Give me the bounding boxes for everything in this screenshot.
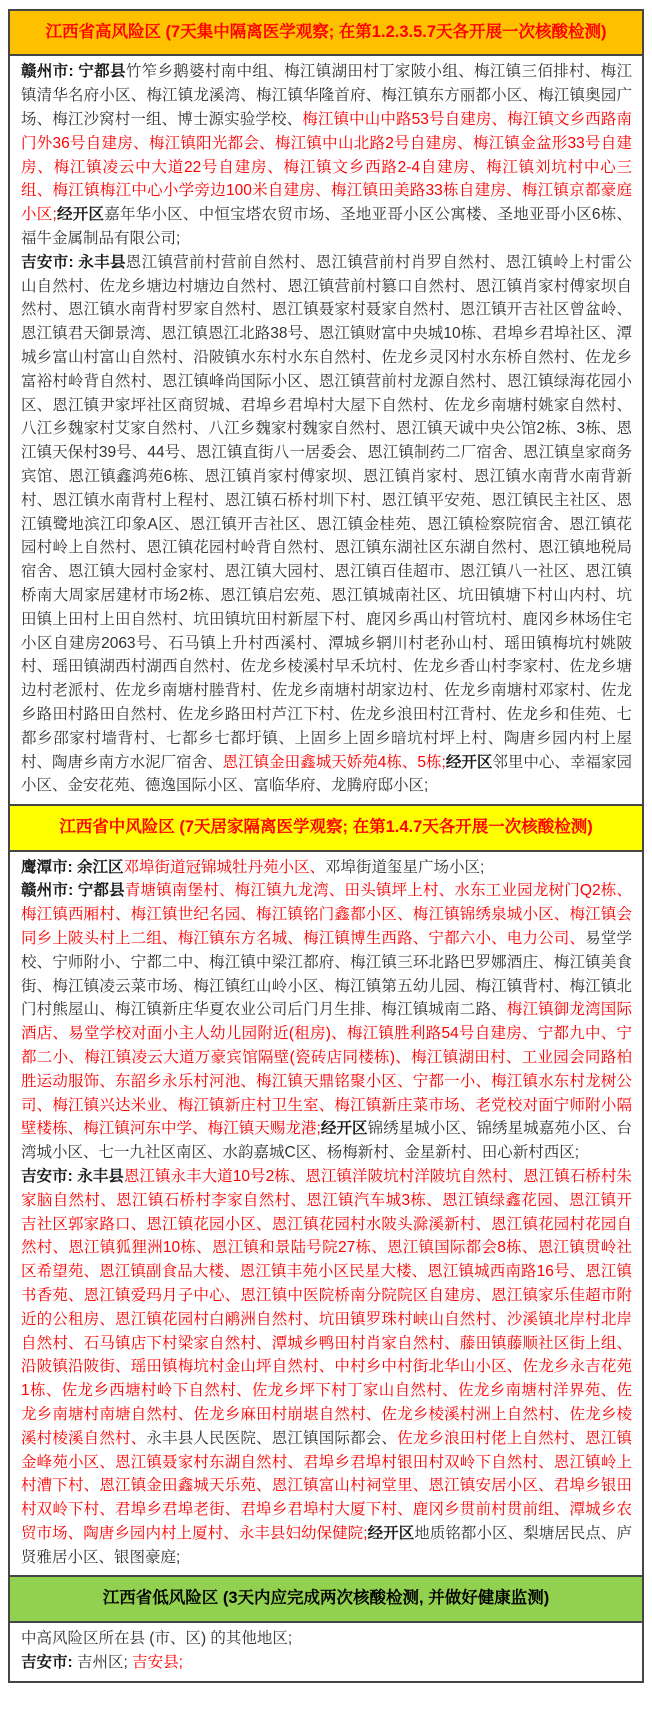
high-risk-ganzhou-paragraph [21,60,632,250]
high-risk-section-header: 江西省高风险区 (7天集中隔离医学观察; 在第1.2.3.5.7天各开展一次核酸检测) [10,11,642,56]
area-group-label: 鹰潭市: 余江区 [21,858,124,876]
risk-area-list-red: 梅江镇中山中路53号自建房、梅江镇文乡西路南门外36号自建房、梅江镇阳光都会、梅江镇中山北路2号自建房、梅江镇金盆形33号自建房、梅江镇凌云中大道22号自建房、梅江镇文乡西路2-4自建房、梅江镇刘坑村中心三组、梅江镇梅江中心小学旁边100米自建房、梅江镇田美路33栋自建房、梅江镇京都豪庭小区; [21,111,632,224]
medium-risk-ganzhou-paragraph [21,879,632,1165]
risk-area-list: 地质铭都小区、梨塘居民点、庐贤雅居小区、银图豪庭; [21,1524,632,1566]
risk-area-list: 锦绣星城小区、锦绣星城嘉苑小区、台湾城小区、七一九社区南区、水韵嘉城C区、杨梅新村、金星新村、田心新村西区; [21,1120,632,1162]
risk-area-list-red: 恩江镇永丰大道10号2栋、恩江镇洋陂坑村洋陂坑自然村、恩江镇石桥村朱家脑自然村、恩江镇石桥村李家自然村、恩江镇汽车城3栋、恩江镇绿鑫花园、恩江镇开吉社区郭家路口、恩江镇花园小区、恩江镇花园村水陂头滁溪新村、恩江镇花园村花园自然村、恩江镇狐狸洲10栋、恩江镇和景陆号院27栋、恩江镇国际都会8栋、恩江镇贯岭社区希望苑、恩江镇副食品大楼、恩江镇丰苑小区民星大楼、恩江镇城西南路16号、恩江镇书香苑、恩江镇爱玛月子中心、恩江镇中医院桥南分院院区自建房、恩江镇家乐佳超市附近的公租房、恩江镇花园村白鹇洲自然村、坑田镇罗珠村峡山自然村、沙溪镇北岸村北岸自然村、石马镇店下村梁家自然村、潭城乡鸭田村肖家自然村、藤田镇藤顺社区街上组、沿陂镇沿陂街、瑶田镇梅坑村金山坪自然村、中村乡中村街北华山小区、佐龙乡永吉花苑1栋、佐龙乡西塘村岭下自然村、佐龙乡坪下村丁家山自然村、佐龙乡南塘村洋界苑、佐龙乡南塘村南塘自然村、佐龙乡麻田村崩堪自然村、佐龙乡棱溪村洲上自然村、佐龙乡棱溪村棱溪自然村、 [21,1167,632,1447]
high-risk-jian-paragraph [21,251,632,798]
low-risk-jian-paragraph [21,1651,632,1675]
risk-area-list: 永丰县人民医院、恩江镇国际都会、 [146,1429,398,1447]
area-group-label: 经开区 [445,753,493,771]
medium-risk-section-body [10,852,642,1576]
area-group-label: 吉安市: [21,1653,73,1671]
risk-area-list: 邻里中心、幸福家园小区、金安花苑、德逸国际小区、富临华府、龙腾府邸小区; [21,753,632,795]
risk-area-list-red: 梅江镇御龙湾国际酒店、易堂学校对面小主人幼儿园附近(租房)、梅江镇胜利路54号自建房、宁都九中、宁都二小、梅江镇凌云大道万豪宾馆隔壁(瓷砖店同楼栋)、梅江镇湖田村、工业园会同路柏胜运动服饰、东韶乡永乐村河池、梅江镇天鼎铭聚小区、宁都一小、梅江镇水东村龙树公司、梅江镇兴达米业、梅江镇新庄村卫生室、梅江镇新庄菜市场、老党校对面宁师附小隔壁楼栋、梅江镇河东中学、梅江镇天赐龙港; [21,1001,632,1138]
risk-area-table [8,9,644,1683]
low-risk-section-body [10,1623,642,1681]
risk-area-list: 恩江镇营前村营前自然村、恩江镇营前村肖罗自然村、恩江镇岭上村雷公山自然村、佐龙乡塘边村塘边自然村、恩江镇营前村篡口自然村、恩江镇肖家村傅家坝自然村、恩江镇水南背村罗家自然村、恩江镇聂家村聂家自然村、恩江镇开吉社区曾盆岭、恩江镇君天御景湾、恩江镇恩江北路38号、恩江镇财富中央城10栋、君埠乡君埠社区、潭城乡富山村富山自然村、沿陂镇水东村水东自然村、佐龙乡灵冈村水东桥自然村、佐龙乡富裕村岭背自然村、恩江镇峰尚国际小区、恩江镇营前村龙源自然村、恩江镇绿海花园小区、恩江镇尹家坪社区商贸城、君埠乡君埠村大屋下自然村、佐龙乡南塘村姚家自然村、八江乡魏家村艾家自然村、八江乡魏家村魏家自然村、恩江镇天诚中央公馆2栋、3栋、恩江镇天保村39号、44号、恩江镇直街八一居委会、恩江镇制药二厂宿舍、恩江镇皇家商务宾馆、恩江镇鑫鸿苑6栋、恩江镇肖家村傅家坝、恩江镇肖家村、恩江镇水南背水南背新村、恩江镇水南背村上程村、恩江镇石桥村圳下村、恩江镇平安苑、恩江镇民主社区、恩江镇鹭地滨江印象A区、恩江镇开吉社区、恩江镇金桂苑、恩江镇检察院宿舍、恩江镇花园村岭上自然村、恩江镇花园村岭背自然村、恩江镇东湖社区东湖自然村、恩江镇地税局宿舍、恩江镇大园村金家村、恩江镇大园村、恩江镇百佳超市、恩江镇八一社区、恩江镇桥南大周家居建材市场2栋、恩江镇启宏苑、恩江镇城南社区、坑田镇塘下村山内村、坑田镇上田村上田自然村、坑田镇坑田村新屋下村、鹿冈乡禹山村管坑村、鹿冈乡林场住宅小区自建房2063号、石马镇上升村西溪村、潭城乡辋川村老孙山村、瑶田镇梅坑村姚陂村、瑶田镇湖西村湖西自然村、佐龙乡棱溪村早禾坑村、佐龙乡香山村李家村、佐龙乡塘边村老派村、佐龙乡南塘村塍背村、佐龙乡南塘村胡家边村、佐龙乡南塘村邓家村、佐龙乡路田村路田自然村、佐龙乡路田村芦江下村、佐龙乡浪田村江背村、佐龙乡和佳苑、七都乡邵家村墙背村、七都乡七都圩镇、上固乡上固乡暗坑村坪上村、陶唐乡园内村上屋村、陶唐乡南方水泥厂宿舍、 [21,253,632,771]
risk-area-list: 竹笮乡鹅婆村南中组、梅江镇湖田村丁家陂小组、梅江镇三佰排村、梅江镇清华名府小区、梅江镇龙溪湾、梅江镇华隆首府、梅江镇东方丽都小区、梅江镇奥园广场、梅江沙窝村一组、博士源实验学校、 [21,63,632,129]
medium-risk-yingtan-paragraph [21,856,632,880]
area-group-label: 吉安市: 永丰县 [21,1167,124,1185]
area-group-label: 赣州市: 宁都县 [21,63,126,81]
medium-risk-section-header: 江西省中风险区 (7天居家隔离医学观察; 在第1.4.7天各开展一次核酸检测) [10,804,642,851]
risk-area-list-red: 青塘镇南堡村、梅江镇九龙湾、田头镇坪上村、水东工业园龙树门Q2栋、梅江镇西厢村、梅江镇世纪名园、梅江镇铭门鑫都小区、梅江镇锦绣泉城小区、梅江镇会同乡上陂头村上二组、梅江镇东方名城、梅江镇博生西路、宁都六小、电力公司、 [21,882,632,947]
risk-area-list-red: 吉安县; [132,1653,183,1671]
area-group-label: 赣州市: 宁都县 [21,882,125,900]
risk-area-list-red: 恩江镇金田鑫城天娇苑4栋、5栋; [222,753,446,771]
area-group-label: 经开区 [367,1524,415,1542]
medium-risk-jian-paragraph [21,1165,632,1570]
area-group-label: 经开区 [320,1120,368,1138]
low-risk-section-header: 江西省低风险区 (3天内应完成两次核酸检测, 并做好健康监测) [10,1575,642,1622]
risk-area-list: 易堂学校、宁师附小、宁都二中、梅江镇中梁江都府、梅江镇三环北路巴罗娜酒庄、梅江镇美食街、梅江镇凌云菜市场、梅江镇红山岭小区、梅江镇第五幼儿园、梅江镇背村、梅江镇北门村熊屋山、梅江镇新庄华夏农业公司后门月生排、梅江镇城南二路、 [21,929,632,1019]
risk-area-list: 邓埠街道玺星广场小区; [324,858,485,876]
area-group-label: 吉安市: 永丰县 [21,253,126,271]
risk-area-list-red: 佐龙乡浪田村佬上自然村、恩江镇金峰苑小区、恩江镇聂家村东湖自然村、君埠乡君埠村银田村双岭下自然村、恩江镇岭上村漕下村、恩江镇金田鑫城天乐苑、恩江镇富山村祠堂里、恩江镇安居小区、君埠乡银田村双岭下村、君埠乡君埠老街、君埠乡君埠村大厦下村、鹿冈乡贯前村贯前组、潭城乡农贸市场、陶唐乡园内村上厦村、永丰县妇幼保健院; [21,1429,632,1542]
risk-area-list: 嘉年华小区、中恒宝塔农贸市场、圣地亚哥小区公寓楼、圣地亚哥小区6栋、福牛金属制品有限公司; [21,206,632,248]
area-group-label: 经开区 [56,206,105,224]
risk-area-list: 吉州区; [72,1653,133,1671]
risk-area-list-red: 邓埠街道冠锦城牡丹苑小区、 [123,858,325,876]
low-risk-other-areas-paragraph [21,1627,632,1651]
high-risk-section-body [10,56,642,804]
risk-area-list: 中高风险区所在县 (市、区) 的其他地区; [21,1629,293,1647]
